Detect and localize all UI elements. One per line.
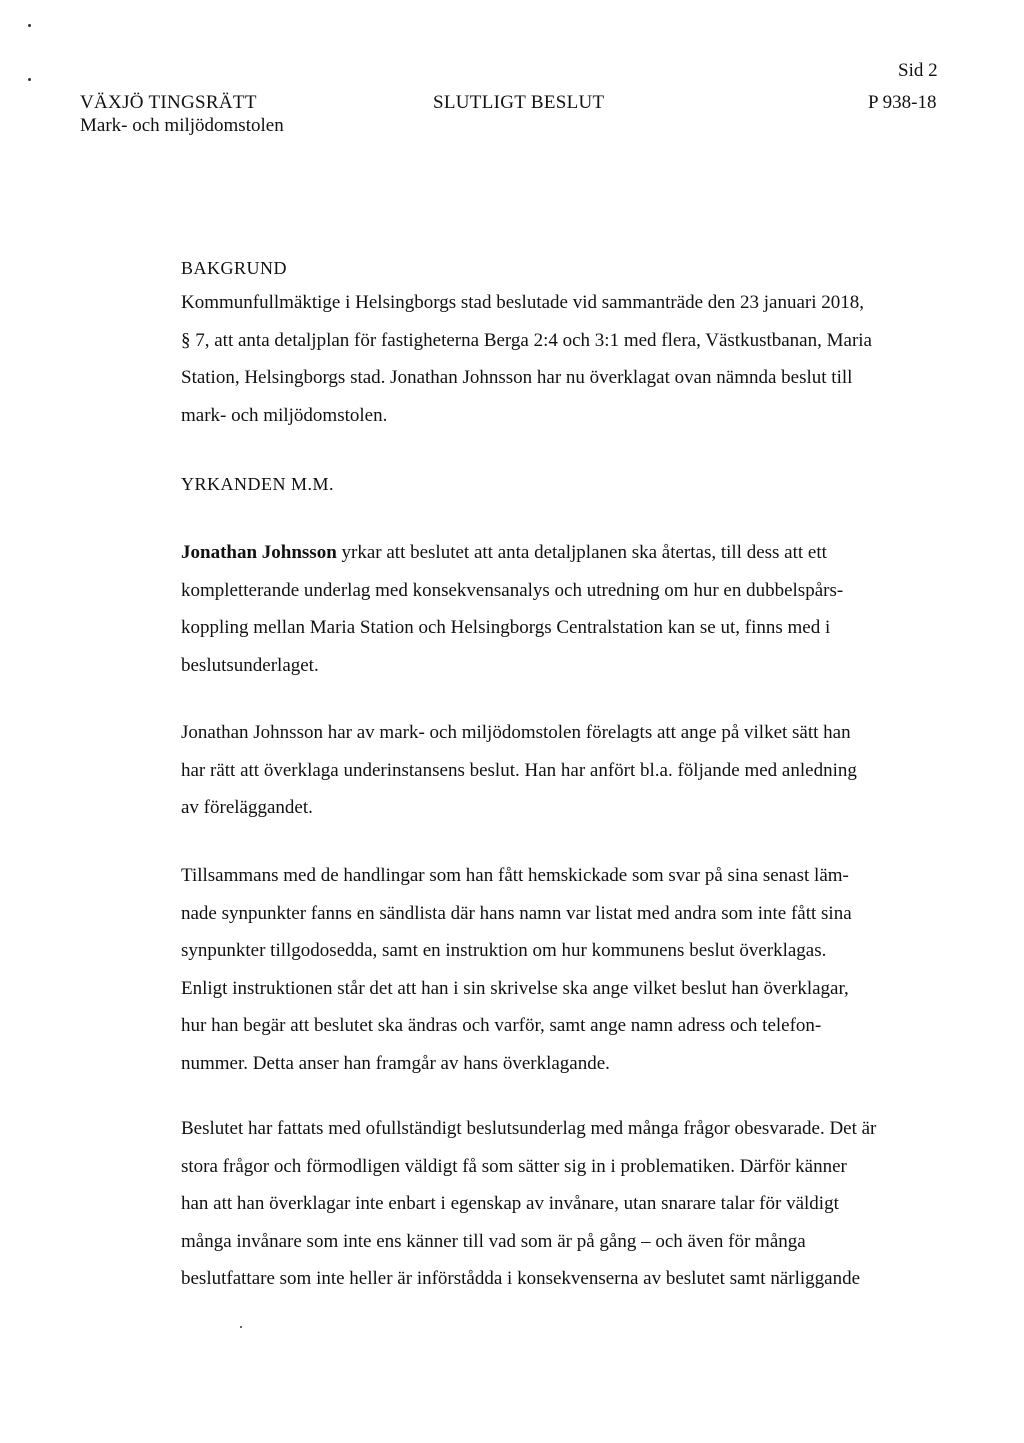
text-line: stora frågor och förmodligen väldigt få som sätter sig in i problematiken. Därför känner xyxy=(181,1155,847,1177)
text-line: hur han begär att beslutet ska ändras och varför, samt ange namn adress och telefon- xyxy=(181,1015,822,1036)
paragraph-forelaggande xyxy=(181,714,951,827)
text-line: Station, Helsingborgs stad. Jonathan Johnsson har nu överklagat ovan nämnda beslut till xyxy=(181,367,853,388)
paragraph-beslutsunderlag xyxy=(181,1110,951,1298)
paragraph-yrkande xyxy=(181,534,951,684)
text-line: nummer. Detta anser han framgår av hans överklagande. xyxy=(181,1052,610,1074)
section-heading-yrkanden: YRKANDEN M.M. xyxy=(181,474,335,494)
text-line: kompletterande underlag med konsekvensanalys och utredning om hur en dubbelspårs- xyxy=(181,579,844,601)
text-line: många invånare som inte ens känner till vad som är på gång – och även för många xyxy=(181,1230,806,1252)
text-line: synpunkter tillgodosedda, samt en instruktion om hur kommunens beslut överklagas. xyxy=(181,940,827,961)
court-name: VÄXJÖ TINGSRÄTT xyxy=(80,92,257,113)
text-line: Beslutet har fattats med ofullständigt beslutsunderlag med många frågor obesvarade. Det är xyxy=(181,1118,877,1139)
scan-speck xyxy=(28,24,31,27)
document-title: SLUTLIGT BESLUT xyxy=(433,92,605,113)
text-line: Tillsammans med de handlingar som han fått hemskickade som svar på sina senast läm- xyxy=(181,865,849,886)
court-division: Mark- och miljödomstolen xyxy=(80,115,284,136)
page-number: Sid 2 xyxy=(898,60,938,81)
text-line: han att han överklagar inte enbart i egenskap av invånare, utan snarare talar för väldigt xyxy=(181,1193,839,1214)
text-line: mark- och miljödomstolen. xyxy=(181,404,388,426)
text-line: Enligt instruktionen står det att han i sin skrivelse ska ange vilket beslut han överklagar, xyxy=(181,977,849,999)
text-line: Kommunfullmäktige i Helsingborgs stad beslutade vid sammanträde den 23 januari 2018, xyxy=(181,292,864,313)
party-name: Jonathan Johnsson xyxy=(181,542,337,563)
text-line: har rätt att överklaga underinstansens beslut. Han har anfört bl.a. följande med anledning xyxy=(181,759,857,781)
text-line: koppling mellan Maria Station och Helsingborgs Centralstation kan se ut, finns med i xyxy=(181,617,831,638)
case-number: P 938-18 xyxy=(868,92,937,113)
text-line: § 7, att anta detaljplan för fastigheterna Berga 2:4 och 3:1 med flera, Västkustbanan, Maria xyxy=(181,329,872,351)
scan-speck xyxy=(28,78,31,81)
text-line: av föreläggandet. xyxy=(181,797,313,818)
text-line: nade synpunkter fanns en sändlista där hans namn var listat med andra som inte fått sina xyxy=(181,902,852,924)
paragraph-handlingar xyxy=(181,857,951,1082)
paragraph-bakgrund xyxy=(181,284,951,434)
text-line: beslutfattare som inte heller är införstådda i konsekvenserna av beslutet samt närliggande xyxy=(181,1268,861,1289)
scan-speck xyxy=(240,1326,242,1328)
text-line: Jonathan Johnsson har av mark- och miljödomstolen förelagts att ange på vilket sätt han xyxy=(181,722,851,743)
text-line: beslutsunderlaget. xyxy=(181,654,319,676)
section-heading-bakgrund: BAKGRUND xyxy=(181,258,288,278)
text-line xyxy=(181,534,951,572)
text-fragment: yrkar att beslutet att anta detaljplanen ska återtas, till dess att ett xyxy=(336,542,827,563)
